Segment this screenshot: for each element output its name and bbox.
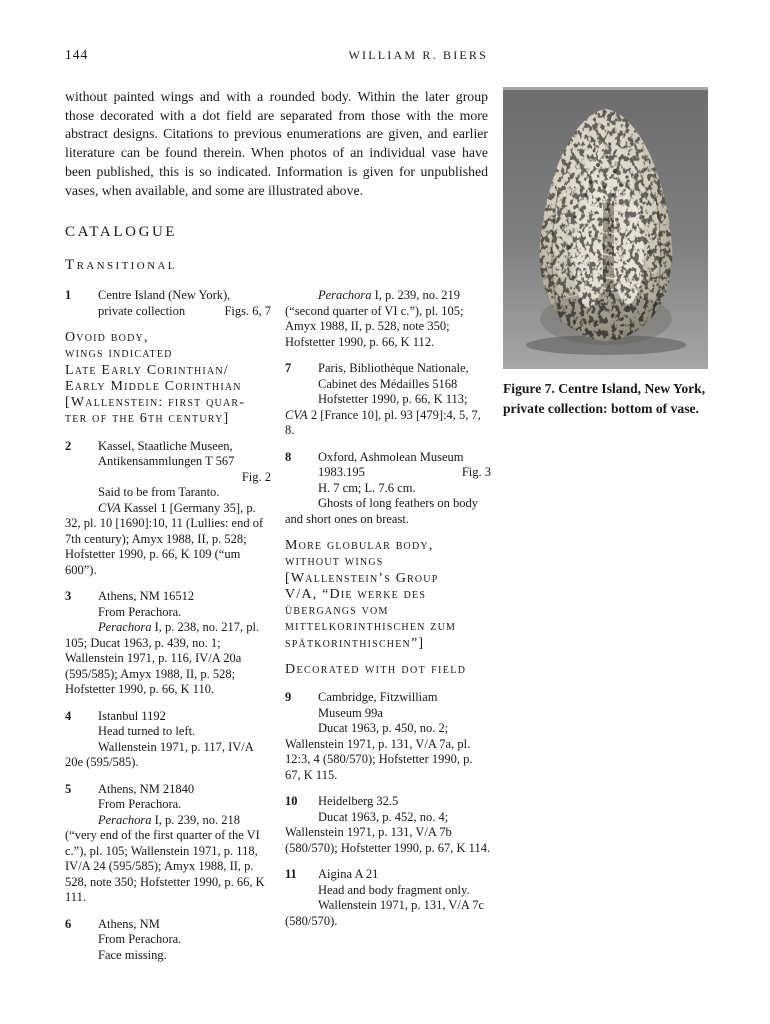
entry-number: 11: [285, 867, 297, 882]
figure-7: [503, 87, 715, 419]
entry-citation: Hofstetter 1990, p. 66, K 113; CVA 2 [France 10], pl. 93 [479]:4, 5, 7, 8.: [285, 392, 481, 437]
catalogue-entry-9: [285, 690, 491, 783]
entry-location: Athens, NM 21840: [98, 781, 195, 796]
entry-location: Paris, Bibliothèque Nationale,: [318, 361, 469, 375]
catalogue-entry-10: [285, 794, 491, 856]
entry-location: Athens, NM 16512: [98, 589, 195, 604]
entry-description: From Perachora.: [98, 604, 182, 619]
catalogue-entry-1: [65, 288, 271, 319]
figure-reference: Fig. 3: [461, 465, 491, 479]
entry-citation: Perachora I, p. 239, no. 218 (“very end of the first quarter of the VI c.”), pl. 105; Wallenstein 1971, p. 118, IV/A 24 (595/585); Amyx 1988, II, p. 528, note 350; Hofstetter 1990, p. 66, K 111.: [65, 812, 265, 905]
entry-location: Aigina A 21: [318, 867, 379, 882]
entry-description: Head turned to left.: [98, 724, 196, 739]
section-heading-transitional: Transitional: [65, 257, 177, 273]
catalogue-title: CATALOGUE: [65, 224, 178, 240]
entry-description: Face missing.: [98, 947, 167, 962]
entry-number: 10: [285, 794, 298, 809]
entry-citation: Ducat 1963, p. 452, no. 4; Wallenstein 1971, p. 131, V/A 7b (580/570); Hofstetter 1990, p. 67, K 114.: [285, 809, 491, 855]
entry-number: 4: [65, 708, 72, 723]
entry-description: Head and body fragment only.: [318, 882, 470, 897]
page-header: [65, 47, 488, 63]
entry-citation: Perachora I, p. 239, no. 219 (“second quarter of VI c.”), pl. 105; Amyx 1988, II, p. 528, note 350; Hofstetter 1990, p. 66, K 112.: [285, 288, 464, 349]
entry-number: 2: [65, 438, 72, 453]
catalogue-entry-8: [285, 450, 491, 528]
intro-paragraph: without painted wings and with a rounded body. Within the later group those decorated with a dot field are separated from those with the more abstract designs. Citations to previous enumerations are given, and earlier literature can be found therein. When photos of an individual vase have been published, this is so indicated. Information is given for unpublished vases, when available, and some are illustrated above.: [65, 89, 488, 198]
entry-description: From Perachora.: [98, 797, 182, 812]
entry-location: Athens, NM: [98, 916, 160, 931]
catalogue-entry-5: [65, 782, 271, 906]
catalogue-entry-3: [65, 589, 271, 698]
entry-citation: Perachora I, p. 238, no. 217, pl. 105; Ducat 1963, p. 439, no. 1; Wallenstein 1971, p. 116, IV/A 20a (595/585); Amyx 1988, II, p. 528; Hofstetter 1990, p. 66, K 110.: [65, 620, 260, 697]
entry-description: H. 7 cm; L. 7.6 cm.: [318, 480, 416, 495]
entry-citation: Wallenstein 1971, p. 117, IV/A 20e (595/585).: [65, 739, 254, 770]
entry-citation: Ghosts of long feathers on body and short ones on breast.: [285, 496, 479, 526]
entry-number: 9: [285, 690, 292, 705]
catalogue-entry-6: [65, 917, 271, 964]
vase-photo: [503, 87, 708, 369]
entry-number: 1: [65, 288, 72, 302]
figure-caption-line-1: Figure 7. Centre Island, New York,: [503, 381, 706, 396]
group-heading-ovoid-body: Ovoid body, wings indicated Late Early Corinthian/ Early Middle Corinthian [Wallenstein: first quar- ter of the 6th century]: [65, 330, 246, 427]
entry-citation: CVA Kassel 1 [Germany 35], p. 32, pl. 10 [1690]:10, 11 (Lullies: end of 7th century); Amyx 1988, II, p. 528; Hofstetter 1990, p. 66, K 109 (“um 600”).: [65, 500, 264, 577]
figure-caption: [503, 379, 715, 419]
subheading-dot-field: Decorated with dot field: [285, 662, 467, 678]
entry-number: 3: [65, 589, 72, 604]
column-right: [285, 288, 491, 940]
column-left: [65, 288, 271, 974]
entry-number: 5: [65, 781, 72, 796]
entry-location: Kassel, Staatliche Museen,: [98, 438, 233, 453]
running-head: WILLIAM R. BIERS: [348, 48, 488, 62]
entry-citation: Ducat 1963, p. 450, no. 2; Wallenstein 1971, p. 131, V/A 7a, pl. 12:3, 4 (580/570); Hofstetter 1990, p. 67, K 115.: [285, 721, 473, 782]
entry-description: From Perachora.: [98, 932, 182, 947]
catalogue-entry-6-citation-continued: [285, 288, 491, 350]
entry-number: 8: [285, 449, 292, 464]
entry-number: 6: [65, 916, 72, 931]
figure-caption-line-2: private collection: bottom of vase.: [503, 401, 699, 416]
figure-reference: Fig. 2: [241, 469, 271, 484]
entry-location: 1983.195: [318, 465, 365, 479]
figure-reference: Figs. 6, 7: [224, 303, 271, 318]
entry-description: Said to be from Taranto.: [98, 485, 220, 500]
entry-location: Museum 99a: [318, 705, 383, 720]
page-number: 144: [65, 47, 89, 62]
entry-location: Heidelberg 32.5: [318, 794, 399, 809]
entry-citation: Wallenstein 1971, p. 131, V/A 7c (580/570).: [285, 898, 485, 928]
group-heading-globular-body: More globular body, without wings [Wallenstein’s Group V/A, “Die werke des übergangs vom mittelkorinthischen zum spätkorinthischen”]: [285, 538, 457, 651]
catalogue-entry-4: [65, 709, 271, 771]
catalogue-entry-2: [65, 439, 271, 579]
entry-location: Cabinet des Médailles 5168: [318, 376, 458, 391]
entry-location: Oxford, Ashmolean Museum: [318, 449, 464, 464]
entry-number: 7: [285, 361, 292, 375]
catalogue-entry-7: [285, 361, 491, 439]
entry-location: Istanbul 1192: [98, 708, 166, 723]
entry-location: Cambridge, Fitzwilliam: [318, 690, 438, 705]
entry-location: Centre Island (New York),: [98, 288, 231, 302]
catalogue-entry-11: [285, 867, 491, 929]
entry-location: private collection: [98, 303, 186, 318]
entry-location: Antikensammlungen T 567: [98, 454, 235, 469]
